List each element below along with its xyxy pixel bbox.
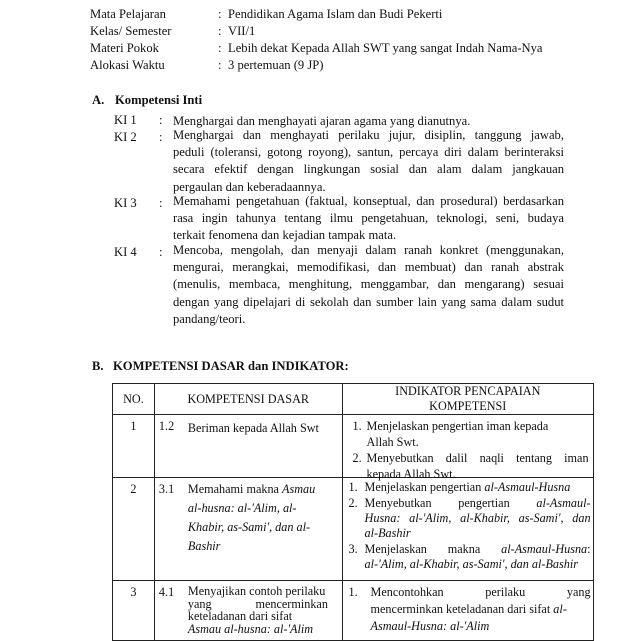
- table-row: [113, 581, 594, 641]
- indicator-number: 1.: [348, 480, 358, 494]
- indicator-cell: [342, 415, 593, 481]
- indicator-text: [371, 584, 591, 635]
- ki-code: KI 2: [114, 130, 137, 144]
- meta-colon: :: [218, 24, 222, 38]
- header-indicator: [342, 384, 593, 415]
- ki-colon: :: [159, 245, 163, 259]
- section-a-title: Kompetensi Inti: [115, 93, 203, 107]
- meta-label-class: Kelas/ Semester: [90, 24, 172, 38]
- section-a-number: A.: [92, 93, 105, 107]
- ki-text: [173, 127, 564, 196]
- indicator-line: al-'Alim, al-Khabir, as-Sami', dan al-Bashir: [364, 557, 578, 571]
- ki-code: KI 1: [114, 113, 137, 127]
- table-row: [113, 415, 594, 478]
- indicator-line: al-Bashir: [364, 526, 411, 540]
- indicator-line: Menjelaskan makna al-Asmaul-Husna:: [364, 542, 591, 556]
- ki-code: KI 4: [114, 245, 137, 259]
- header-kd: KOMPETENSI DASAR: [154, 384, 342, 415]
- indicator-line: Menyebutkan dalil naqli tentang iman: [366, 451, 589, 465]
- ki-line: secara efektif dengan lingkungan sosial dan alam dalam jangkauan: [173, 162, 564, 177]
- row-number: 2: [113, 478, 155, 581]
- kd-line: Menyajikan contoh perilaku: [187, 584, 326, 598]
- kd-cell: [154, 415, 342, 478]
- kd-cell: [154, 478, 342, 581]
- meta-value-topic: Lebih dekat Kepada Allah SWT yang sangat Indah Nama-Nya: [228, 41, 543, 55]
- row-number: 1: [113, 415, 155, 478]
- indicator-text: [365, 496, 591, 541]
- header-indicator-line2: KOMPETENSI: [429, 399, 507, 413]
- table-header-row: [113, 384, 594, 415]
- table-row: [113, 478, 594, 581]
- indicator-text: [365, 542, 591, 572]
- ki-line: Memahami pengetahuan (faktual, konseptual, dan prosedural) berdasarkan: [173, 194, 564, 208]
- meta-label-topic: Materi Pokok: [90, 41, 159, 55]
- indicator-italic: al-Asmaul-Husna: [501, 542, 588, 556]
- indicator-line: mencerminkan keteladanan dari sifat al-: [370, 602, 567, 616]
- ki-line: (menulis, membaca, menghitung, menggambar, dan mengarang) sesuai: [173, 277, 564, 292]
- indicator-number: 2.: [348, 496, 358, 510]
- kd-text: Beriman kepada Allah Swt: [187, 421, 319, 435]
- indicator-line: Asmaul-Husna: al-'Alim: [370, 619, 490, 633]
- indicator-number: 3.: [348, 542, 358, 556]
- kd-line-part-italic: Asmau: [282, 482, 316, 496]
- ki-code: KI 3: [114, 196, 137, 210]
- section-b-number: B.: [92, 359, 104, 373]
- ki-line: Menghargai dan menghayati perilaku jujur, disiplin, tanggung jawab,: [173, 128, 564, 142]
- ki-colon: :: [159, 130, 163, 144]
- kd-line-part: Memahami makna: [187, 482, 283, 496]
- kd-line: Asmau al-husna: al-'Alim: [187, 621, 314, 636]
- header-indicator-line1: INDIKATOR PENCAPAIAN: [395, 384, 541, 398]
- kd-text: [188, 585, 328, 635]
- meta-value-subject: Pendidikan Agama Islam dan Budi Pekerti: [228, 7, 443, 21]
- ki-line: rasa ingin tahunya tentang ilmu pengetahuan, teknologi, seni, budaya: [173, 211, 564, 226]
- meta-label-time: Alokasi Waktu: [90, 58, 165, 72]
- header-no: NO.: [113, 384, 155, 415]
- indicator-number: 1.: [352, 419, 362, 433]
- ki-colon: :: [159, 113, 163, 127]
- indicator-line: Menyebutkan pengertian al-Asmaul-: [364, 496, 591, 510]
- ki-line: Menghargai dan menghayati ajaran agama yang dianutnya.: [173, 114, 471, 128]
- ki-line: mengurai, merangkai, memodifikasi, dan membuat) dan ranah abstrak: [173, 260, 564, 275]
- ki-text: [173, 242, 564, 328]
- ki-line: pergaulan dan keberadaannya.: [173, 179, 326, 194]
- meta-colon: :: [218, 7, 222, 21]
- kd-line: keteladanan dari sifat: [187, 609, 293, 623]
- kd-cell: [154, 581, 342, 641]
- ki-line: dengan yang dipelajari di sekolah dan sumber lain yang sama dalam sudut: [173, 294, 564, 309]
- indicator-text: Menjelaskan pengertian al-Asmaul-Husna: [364, 480, 571, 494]
- meta-colon: :: [218, 58, 222, 72]
- kd-line: Khabir, as-Sami', dan al-: [187, 520, 311, 534]
- kd-line: yang mencerminkan: [187, 596, 328, 611]
- meta-label-subject: Mata Pelajaran: [90, 7, 166, 21]
- indicator-cell: [342, 581, 593, 641]
- kd-indicator-table: [112, 383, 594, 641]
- indicator-line: Allah Swt.: [366, 435, 419, 449]
- ki-colon: :: [159, 196, 163, 210]
- meta-value-time: 3 pertemuan (9 JP): [228, 58, 324, 72]
- row-number: 3: [113, 581, 155, 641]
- kd-number: 1.2: [158, 419, 175, 433]
- indicator-number: 1.: [348, 585, 358, 599]
- ki-line: terkait fenomena dan kejadian tampak mata.: [173, 228, 397, 243]
- indicator-line: kepada Allah Swt.: [366, 467, 456, 481]
- indicator-line: Menjelaskan pengertian iman kepada: [366, 419, 549, 433]
- kd-line: [188, 480, 336, 499]
- indicator-italic: al-: [553, 602, 567, 616]
- kd-number: 3.1: [158, 482, 175, 496]
- indicator-line: Mencontohkan perilaku yang: [370, 585, 591, 599]
- meta-colon: :: [218, 41, 222, 55]
- indicator-line: Husna: al-'Alim, al-Khabir, as-Sami', dan: [364, 511, 591, 525]
- kd-number: 4.1: [158, 585, 175, 599]
- ki-line: Mencoba, mengolah, dan menyaji dalam ranah konkret (menggunakan,: [173, 243, 564, 257]
- ki-text: [173, 193, 564, 245]
- kd-text: [188, 480, 336, 556]
- meta-value-class: VII/1: [228, 24, 256, 38]
- kd-line: Bashir: [187, 539, 221, 553]
- section-b-title: KOMPETENSI DASAR dan INDIKATOR:: [113, 359, 349, 373]
- indicator-number: 2.: [352, 451, 362, 465]
- kd-line: al-husna: al-'Alim, al-: [187, 501, 297, 515]
- ki-line: peduli (toleransi, gotong royong), santun, percaya diri dalam berinteraksi: [173, 145, 564, 160]
- indicator-cell: [342, 478, 593, 581]
- indicator-italic: al-Asmaul-: [536, 496, 591, 510]
- indicator-italic: al-Asmaul-Husna: [484, 480, 571, 494]
- indicator-text: [367, 418, 589, 450]
- ki-line: pandang/teori.: [173, 311, 246, 326]
